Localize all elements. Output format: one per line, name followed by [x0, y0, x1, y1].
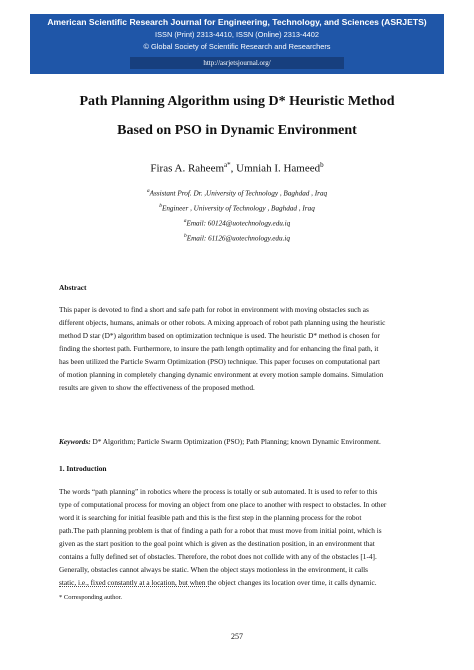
abstract-line: of motion planning in completely changing dynamic environment at every motion sample domains. Simulation — [59, 370, 384, 379]
intro-line: path.The path planning problem is that of finding a path for a robot that must move from initial point, which is — [59, 526, 382, 535]
journal-url-link[interactable]: http://asrjetsjournal.org/ — [130, 57, 344, 69]
abstract-line: This paper is devoted to find a short and safe path for robot in environment with moving obstacles such as — [59, 305, 369, 314]
intro-line: word it is searching for initial feasible path and this is the first step in the planning process for the robot — [59, 513, 362, 522]
affiliation-2-sup: b — [159, 203, 162, 209]
author-1: Firas A. Raheem — [150, 162, 225, 175]
email-1-sup: a — [183, 218, 187, 224]
affiliation-1 — [60, 188, 414, 197]
author-1-superscript: a* — [224, 161, 231, 169]
abstract-line: method D star (D*) algorithm based on optimization technique is used. The heuristic D* method is chosen for — [59, 331, 380, 340]
author-separator: , Umniah I. Hameed — [230, 162, 321, 175]
paper-title-line-1: Path Planning Algorithm using D* Heuristic Method — [79, 94, 395, 109]
society-line: © Global Society of Scientific Research and Researchers — [143, 42, 331, 51]
introduction-body — [59, 485, 421, 589]
affiliation-2-text: Engineer , University of Technology , Baghdad , Iraq — [161, 204, 315, 213]
affiliation-1-text: Assistant Prof. Dr. ,University of Technology , Baghdad , Iraq — [149, 189, 328, 198]
author-2-superscript: b — [320, 161, 324, 169]
intro-line: Generally, obstacles cannot always be static. When the object stays motionless in the environment, it calls — [59, 565, 369, 574]
email-2 — [60, 233, 414, 242]
keywords-line — [59, 437, 421, 446]
abstract-line: results are given to show the effectiveness of the proposed method. — [59, 383, 255, 392]
corresponding-author-footnote: * Corresponding author. — [59, 594, 123, 601]
intro-line: static, i.e., fixed constantly at a location, but when the object changes its location over time, it calls dynamic. — [59, 578, 377, 587]
intro-line: contains a fully defined set of obstacles. Therefore, the robot does not collide with any of the obstacles [1-4]. — [59, 552, 377, 561]
issn-line: ISSN (Print) 2313-4410, ISSN (Online) 2313-4402 — [155, 30, 319, 39]
email-1 — [60, 218, 414, 227]
affiliation-2 — [60, 203, 414, 212]
paper-title-line-2: Based on PSO in Dynamic Environment — [117, 123, 357, 138]
keywords-label: Keywords: — [59, 437, 91, 446]
abstract-line: different objects, humans, animals or other robots. A mixing approach of robot path planning using the heuristic — [59, 318, 386, 327]
intro-line: The words “path planning” in robotics where the process is totally or sub automated. It is used to refer to this — [59, 487, 378, 496]
email-2-sup: b — [183, 233, 187, 239]
intro-line: given as the start position to the goal point which is given as the destination position, in an environment that — [59, 539, 375, 548]
keywords-text: D* Algorithm; Particle Swarm Optimization (PSO); Path Planning; known Dynamic Environment. — [90, 437, 381, 446]
abstract-line: has been utilized the Particle Swarm Optimization (PSO) technique. This paper focuses on computational part — [59, 357, 381, 366]
introduction-heading: 1. Introduction — [59, 464, 107, 473]
journal-name: American Scientific Research Journal for Engineering, Technology, and Sciences (ASRJETS) — [47, 17, 427, 27]
abstract-heading: Abstract — [59, 283, 87, 292]
authors-line — [40, 161, 434, 175]
page-number: 257 — [231, 632, 243, 641]
intro-line: type of computational process for moving an object from one place to another with respect to obstacles. In other — [59, 500, 387, 509]
email-1-text: Email: 60124@uotechnology.edu.iq — [186, 219, 291, 228]
email-2-text: Email: 61126@uotechnology.edu.iq — [186, 234, 291, 243]
footnote-divider — [59, 586, 209, 587]
abstract-body — [59, 303, 421, 394]
affiliation-1-sup: a — [146, 188, 150, 194]
abstract-line: finding the shortest path. Furthermore, to insure the path length optimality and for enhancing the final path, it — [59, 344, 379, 353]
